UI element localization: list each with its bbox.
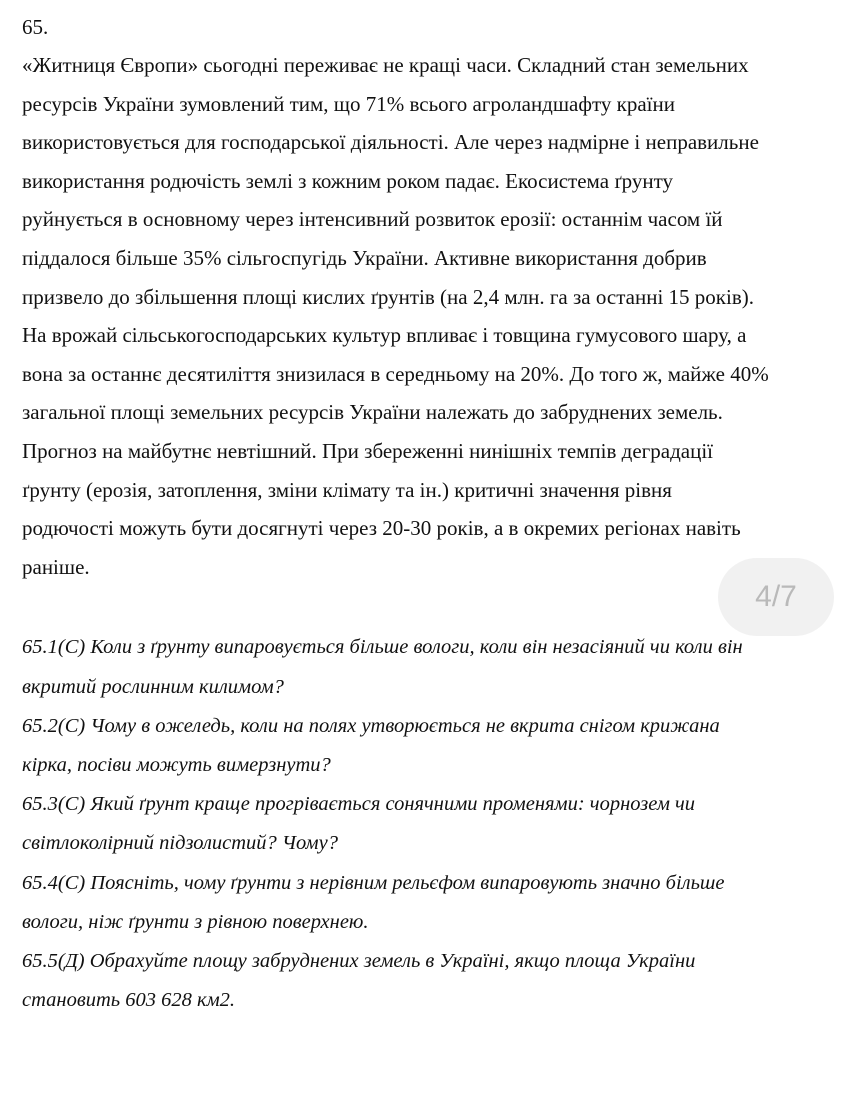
paragraph-line: «Житниця Європи» сьогодні переживає не кращі часи. Складний стан земельних	[22, 53, 749, 77]
document-page	[22, 8, 844, 1020]
paragraph-line: загальної площі земельних ресурсів України належать до забруднених земель.	[22, 400, 723, 425]
question-line: кірка, посіви можуть вимерзнути?	[22, 753, 331, 776]
paragraph-line: вона за останнє десятиліття знизилася в середньому на 20%. До того ж, майже 40%	[22, 361, 769, 386]
paragraph-line: раніше.	[22, 554, 90, 579]
page-indicator-badge[interactable]: 4/7	[718, 558, 834, 636]
paragraph-line: родючості можуть бути досягнуті через 20-30 років, а в окремих регіонах навіть	[22, 516, 741, 541]
paragraph-line: ґрунту (ерозія, затоплення, зміни клімату та ін.) критичні значення рівня	[22, 477, 672, 502]
question-line: 65.5(Д) Обрахуйте площу забруднених земель в Україні, якщо площа України	[22, 949, 696, 972]
paragraph-line: На врожай сільськогосподарських культур впливає і товщина гумусового шару, а	[22, 323, 747, 348]
question-line: 65.4(С) Поясніть, чому ґрунти з нерівним рельєфом випаровують значно більше	[22, 871, 725, 894]
task-number: 65.	[22, 15, 49, 39]
paragraph-line: призвело до збільшення площі кислих ґрунтів (на 2,4 млн. га за останні 15 років).	[22, 284, 754, 309]
question-line: вкритий рослинним килимом?	[22, 675, 284, 698]
question-line: 65.2(С) Чому в ожеледь, коли на полях утворюється не вкрита снігом крижана	[22, 714, 720, 737]
questions-list	[22, 628, 844, 1020]
paragraph-line: використання родючість землі з кожним роком падає. Екосистема ґрунту	[22, 168, 673, 193]
paragraph-line: руйнується в основному через інтенсивний розвиток ерозії: останнім часом їй	[22, 207, 723, 232]
question-line: 65.3(С) Який ґрунт краще прогрівається сонячними променями: чорнозем чи	[22, 793, 696, 816]
paragraph-line: ресурсів України зумовлений тим, що 71% всього агроландшафту країни	[22, 91, 675, 116]
question-line: становить 603 628 км2.	[22, 989, 236, 1012]
question-line: вологи, ніж ґрунти з рівною поверхнею.	[22, 910, 369, 933]
paragraph-line: використовується для господарської діяльності. Але через надмірне і неправильне	[22, 130, 759, 155]
paragraph-line: піддалося більше 35% сільгоспугідь України. Активне використання добрив	[22, 245, 707, 270]
question-line: світлоколірний підзолистий? Чому?	[22, 832, 338, 855]
task-text-paragraph	[22, 46, 844, 586]
paragraph-line: Прогноз на майбутнє невтішний. При збереженні нинішніх темпів деградації	[22, 438, 714, 463]
question-line: 65.1(С) Коли з ґрунту випаровується більше вологи, коли він незасіяний чи коли він	[22, 636, 743, 659]
